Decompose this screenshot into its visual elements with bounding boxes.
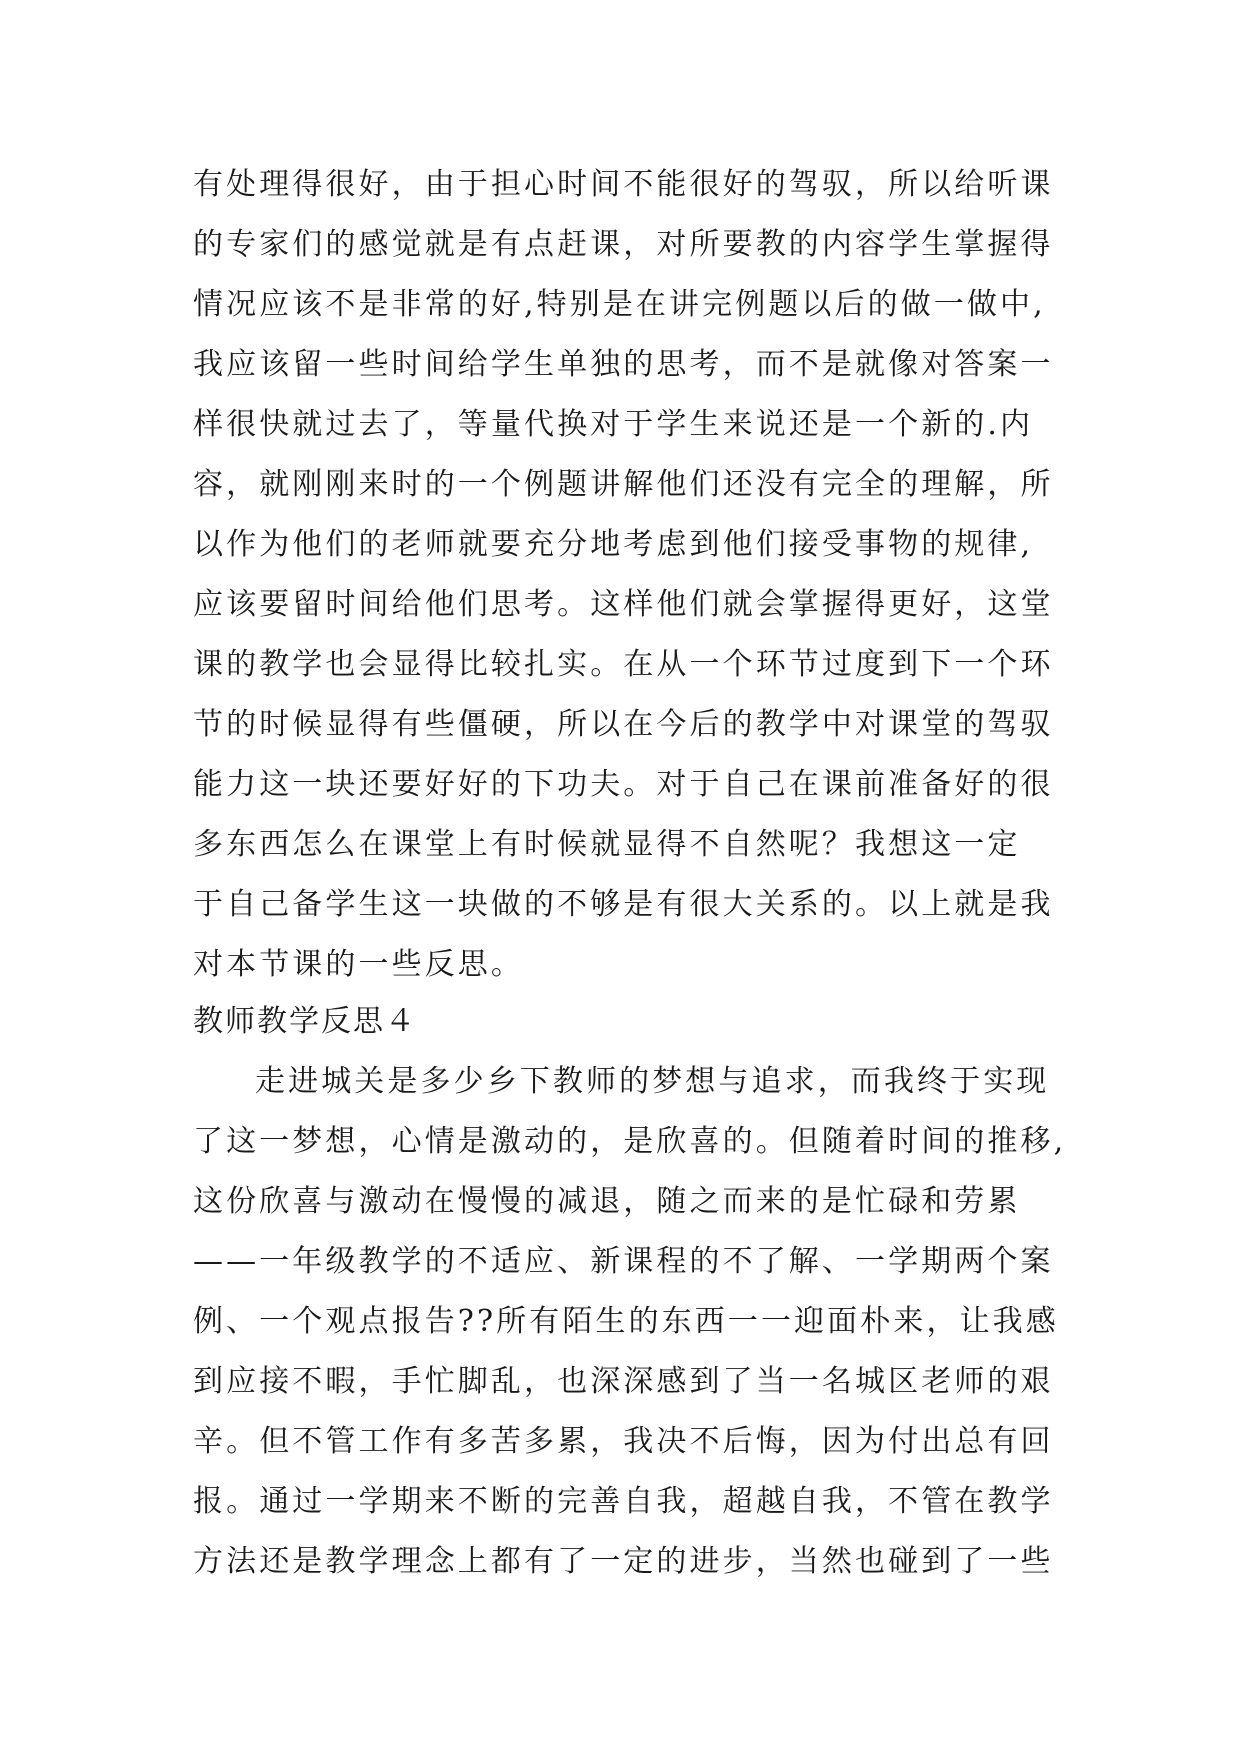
paragraph-2-line-9: 方法还是教学理念上都有了一定的进步，当然也碰到了一些 (193, 1544, 1054, 1579)
paragraph-2-line-7: 辛。但不管工作有多苦多累，我决不后悔，因为付出总有回 (193, 1424, 1054, 1459)
section-heading: 教师教学反思４ (193, 1004, 417, 1039)
paragraph-2-line-5: 例、一个观点报告??所有陌生的东西一一迎面朴来，让我感 (193, 1304, 1059, 1339)
paragraph-2-line-1: 走进城关是多少乡下教师的梦想与追求，而我终于实现 (255, 1064, 1050, 1099)
paragraph-1-line-9: 课的教学也会显得比较扎实。在从一个环节过度到下一个环 (193, 647, 1054, 682)
paragraph-1-line-6: 容，就刚刚来时的一个例题讲解他们还没有完全的理解，所 (193, 467, 1054, 502)
paragraph-2-line-6: 到应接不暇，手忙脚乱，也深深感到了当一名城区老师的艰 (193, 1364, 1054, 1399)
paragraph-1-line-10: 节的时候显得有些僵硬，所以在今后的教学中对课堂的驾驭 (193, 707, 1054, 742)
paragraph-1-line-14: 对本节课的一些反思。 (193, 947, 524, 982)
paragraph-2-line-4: ——一年级教学的不适应、新课程的不了解、一学期两个案 (193, 1244, 1054, 1279)
paragraph-2-line-8: 报。通过一学期来不断的完善自我，超越自我，不管在教学 (193, 1484, 1054, 1519)
paragraph-1-line-4: 我应该留一些时间给学生单独的思考，而不是就像对答案一 (193, 347, 1054, 382)
paragraph-1-line-7: 以作为他们的老师就要充分地考虑到他们接受事物的规律, (193, 527, 1034, 562)
paragraph-1-line-5: 样很快就过去了，等量代换对于学生来说还是一个新的.内 (193, 407, 1034, 442)
paragraph-1-line-8: 应该要留时间给他们思考。这样他们就会掌握得更好，这堂 (193, 587, 1054, 622)
paragraph-1-line-13: 于自己备学生这一块做的不够是有很大关系的。以上就是我 (193, 887, 1054, 922)
paragraph-1-line-1: 有处理得很好，由于担心时间不能很好的驾驭，所以给听课 (193, 167, 1054, 202)
paragraph-1-line-12: 多东西怎么在课堂上有时候就显得不自然呢？我想这一定 (193, 827, 1021, 862)
paragraph-1-line-3: 情况应该不是非常的好,特别是在讲完例题以后的做一做中, (193, 287, 1046, 322)
paragraph-1-line-2: 的专家们的感觉就是有点赶课，对所要教的内容学生掌握得 (193, 227, 1054, 262)
paragraph-1-line-11: 能力这一块还要好好的下功夫。对于自己在课前准备好的很 (193, 767, 1054, 802)
paragraph-2-line-3: 这份欣喜与激动在慢慢的减退，随之而来的是忙碌和劳累 (193, 1184, 1021, 1219)
paragraph-2-line-2: 了这一梦想，心情是激动的，是欣喜的。但随着时间的推移, (193, 1124, 1067, 1159)
